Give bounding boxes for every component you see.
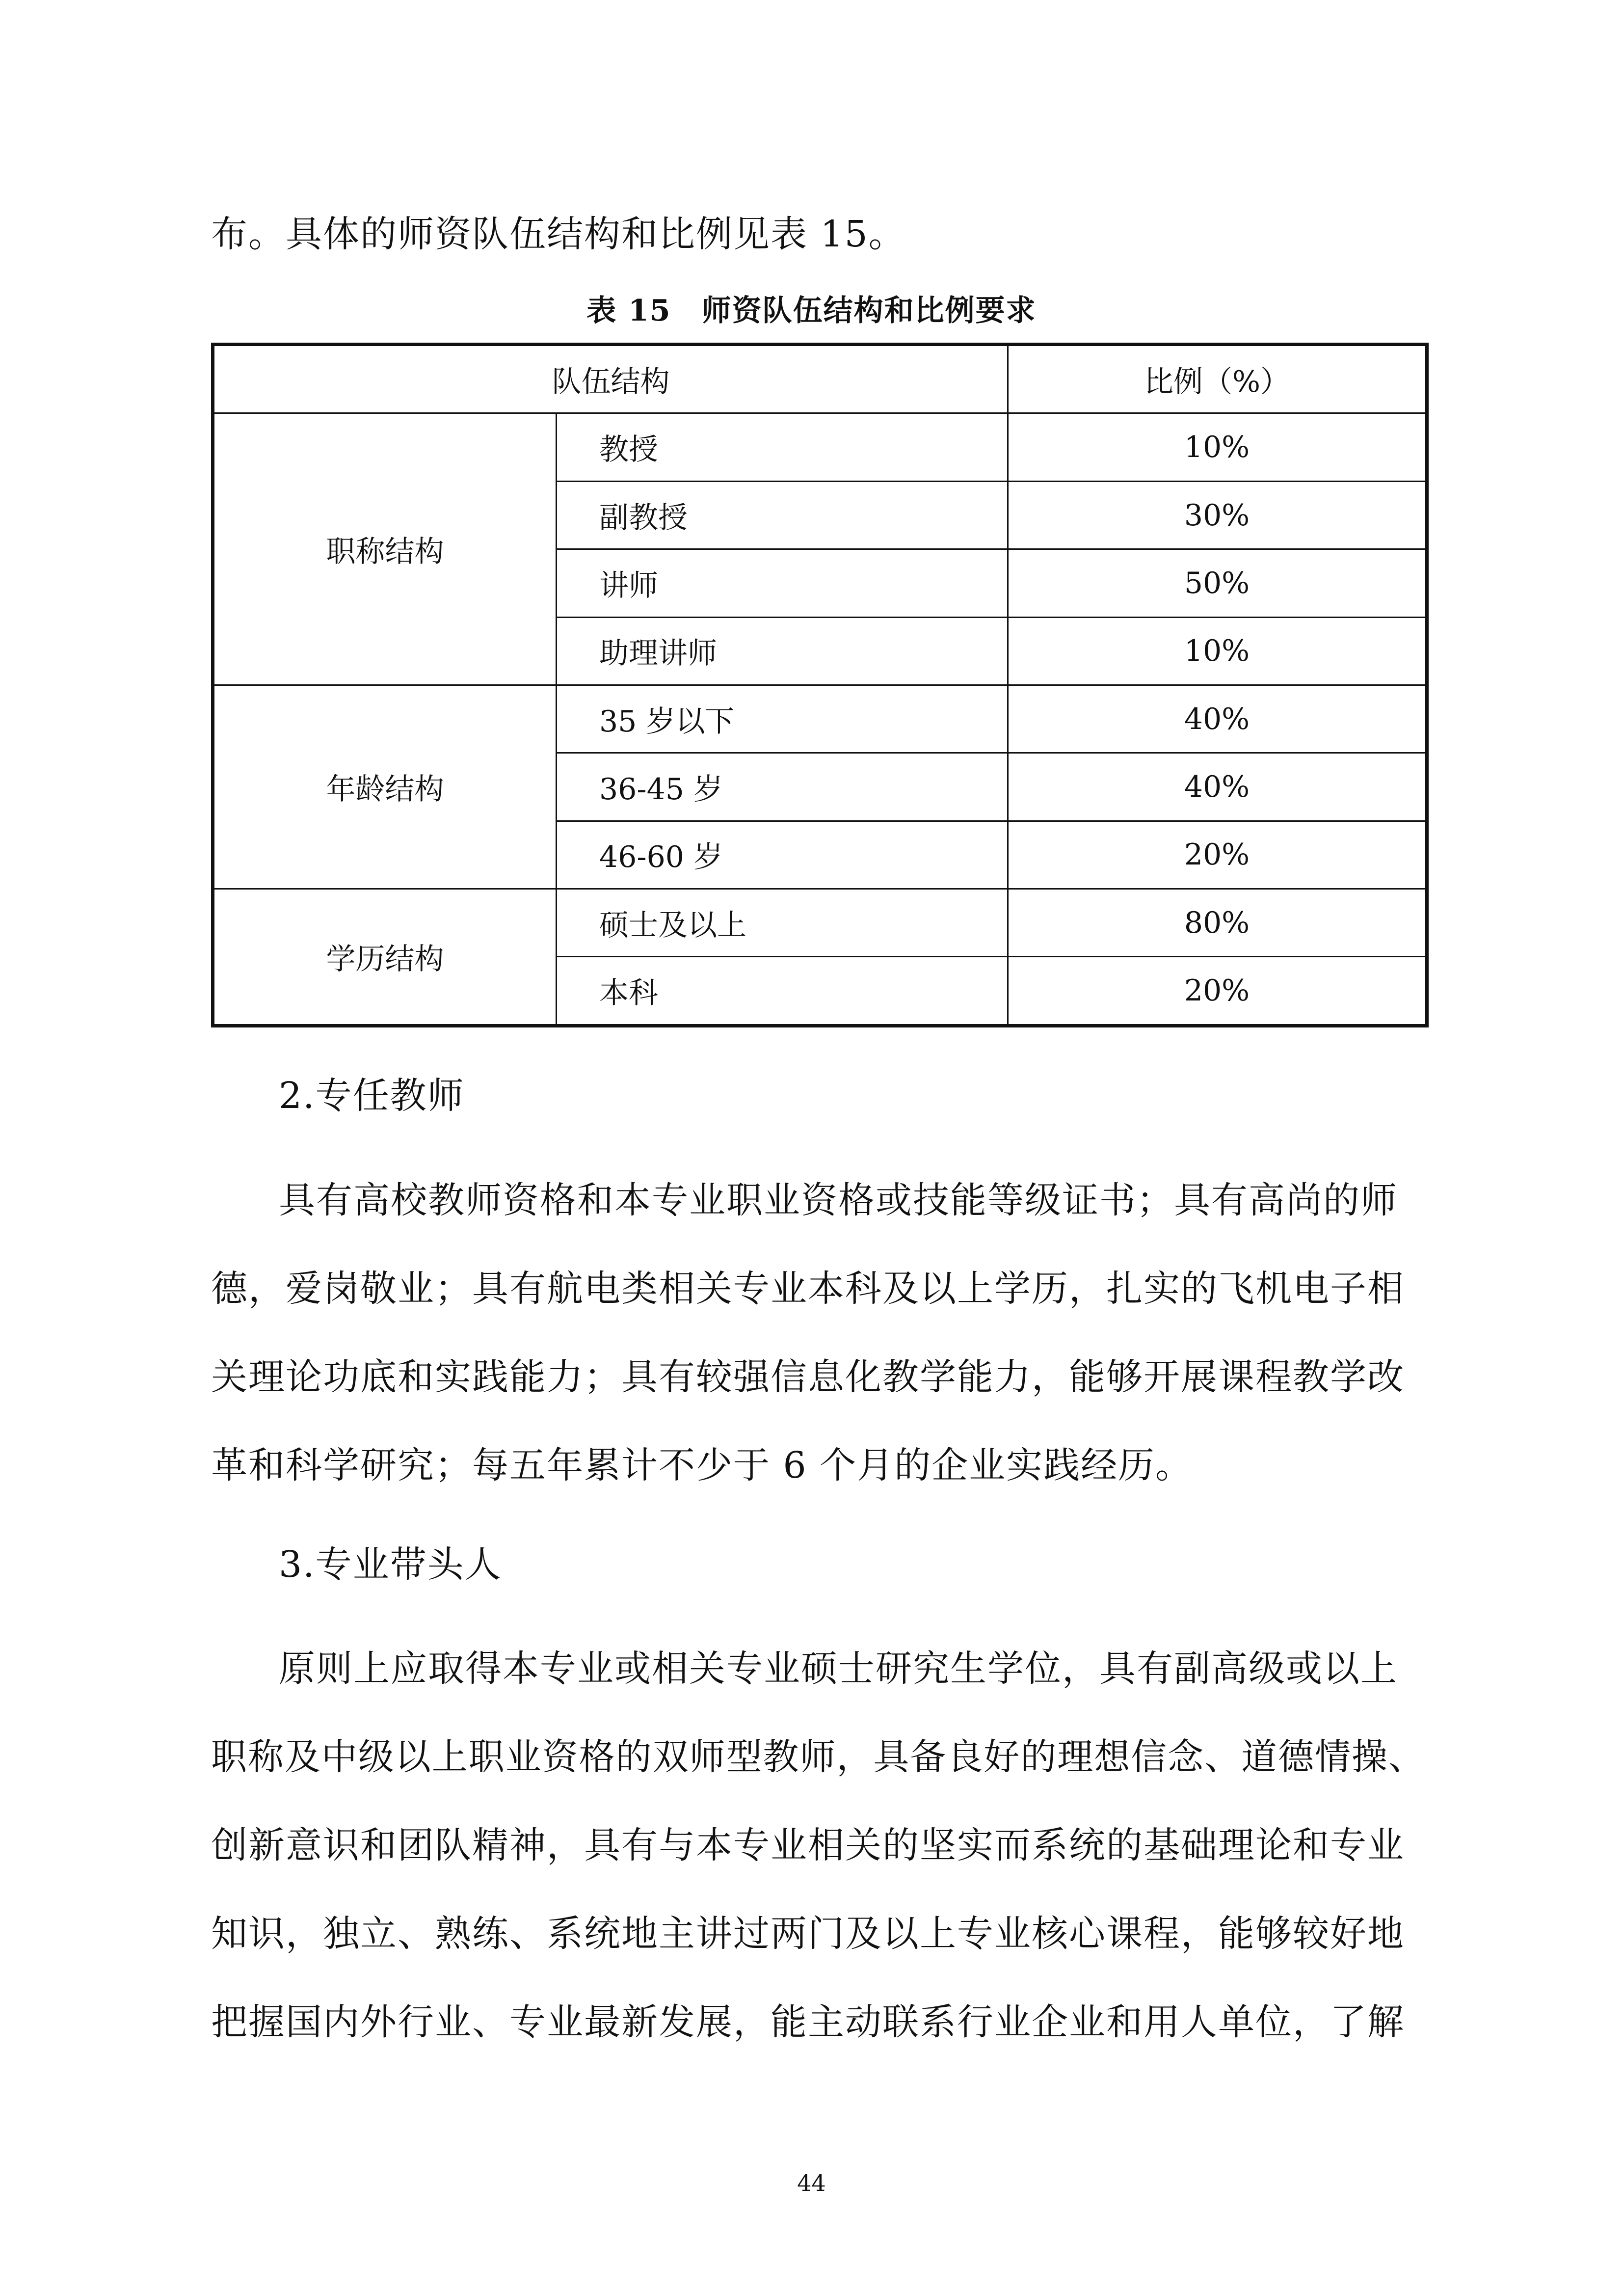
- ratio-cell: 40%: [1008, 685, 1427, 753]
- item-cell: 副教授: [557, 481, 1008, 549]
- item-cell: 硕士及以上: [557, 889, 1008, 957]
- item-cell: 教授: [557, 413, 1008, 481]
- ratio-cell: 80%: [1008, 889, 1427, 957]
- ratio-cell: 40%: [1008, 753, 1427, 821]
- paragraph-line: 德，爱岗敬业；具有航电类相关专业本科及以上学历，扎实的飞机电子相: [211, 1268, 1405, 1310]
- category-cell: 学历结构: [213, 889, 557, 1026]
- item-cell: 讲师: [557, 549, 1008, 617]
- header-ratio: 比例（%）: [1008, 345, 1427, 413]
- paragraph-line: 关理论功底和实践能力；具有较强信息化教学能力，能够开展课程教学改: [211, 1356, 1405, 1398]
- ratio-cell: 10%: [1008, 617, 1427, 685]
- paragraph-line: 革和科学研究；每五年累计不少于 6 个月的企业实践经历。: [211, 1444, 1193, 1486]
- paragraph-line: 创新意识和团队精神，具有与本专业相关的坚实而系统的基础理论和专业: [211, 1824, 1405, 1866]
- paragraph-line: 职称及中级以上职业资格的双师型教师，具备良好的理想信念、道德情操、: [211, 1736, 1425, 1778]
- table-row: [213, 889, 1427, 957]
- item-cell: 35 岁以下: [557, 685, 1008, 753]
- category-cell: 年龄结构: [213, 685, 557, 889]
- ratio-cell: 20%: [1008, 957, 1427, 1026]
- table-caption: 表 15 师资队伍结构和比例要求: [586, 294, 1037, 328]
- paragraph-line: 原则上应取得本专业或相关专业硕士研究生学位，具有副高级或以上: [279, 1648, 1398, 1690]
- table-header-row: [213, 345, 1427, 413]
- category-cell: 职称结构: [213, 413, 557, 685]
- paragraph-line: 具有高校教师资格和本专业职业资格或技能等级证书；具有高尚的师: [279, 1179, 1398, 1221]
- paragraph-line: 知识，独立、熟练、系统地主讲过两门及以上专业核心课程，能够较好地: [211, 1913, 1405, 1955]
- paragraph-line: 把握国内外行业、专业最新发展，能主动联系行业企业和用人单位，了解: [211, 2001, 1405, 2043]
- header-structure: 队伍结构: [213, 345, 1008, 413]
- faculty-structure-table: [211, 343, 1429, 1027]
- ratio-cell: 10%: [1008, 413, 1427, 481]
- item-cell: 本科: [557, 957, 1008, 1026]
- section-heading: 3.专业带头人: [279, 1543, 502, 1586]
- item-cell: 46-60 岁: [557, 821, 1008, 889]
- section-heading: 2.专任教师: [279, 1075, 465, 1117]
- table-row: [213, 413, 1427, 481]
- ratio-cell: 30%: [1008, 481, 1427, 549]
- ratio-cell: 20%: [1008, 821, 1427, 889]
- item-cell: 36-45 岁: [557, 753, 1008, 821]
- intro-line: 布。具体的师资队伍结构和比例见表 15。: [211, 213, 906, 255]
- item-cell: 助理讲师: [557, 617, 1008, 685]
- table-row: [213, 685, 1427, 753]
- ratio-cell: 50%: [1008, 549, 1427, 617]
- page-number: 44: [797, 2170, 826, 2196]
